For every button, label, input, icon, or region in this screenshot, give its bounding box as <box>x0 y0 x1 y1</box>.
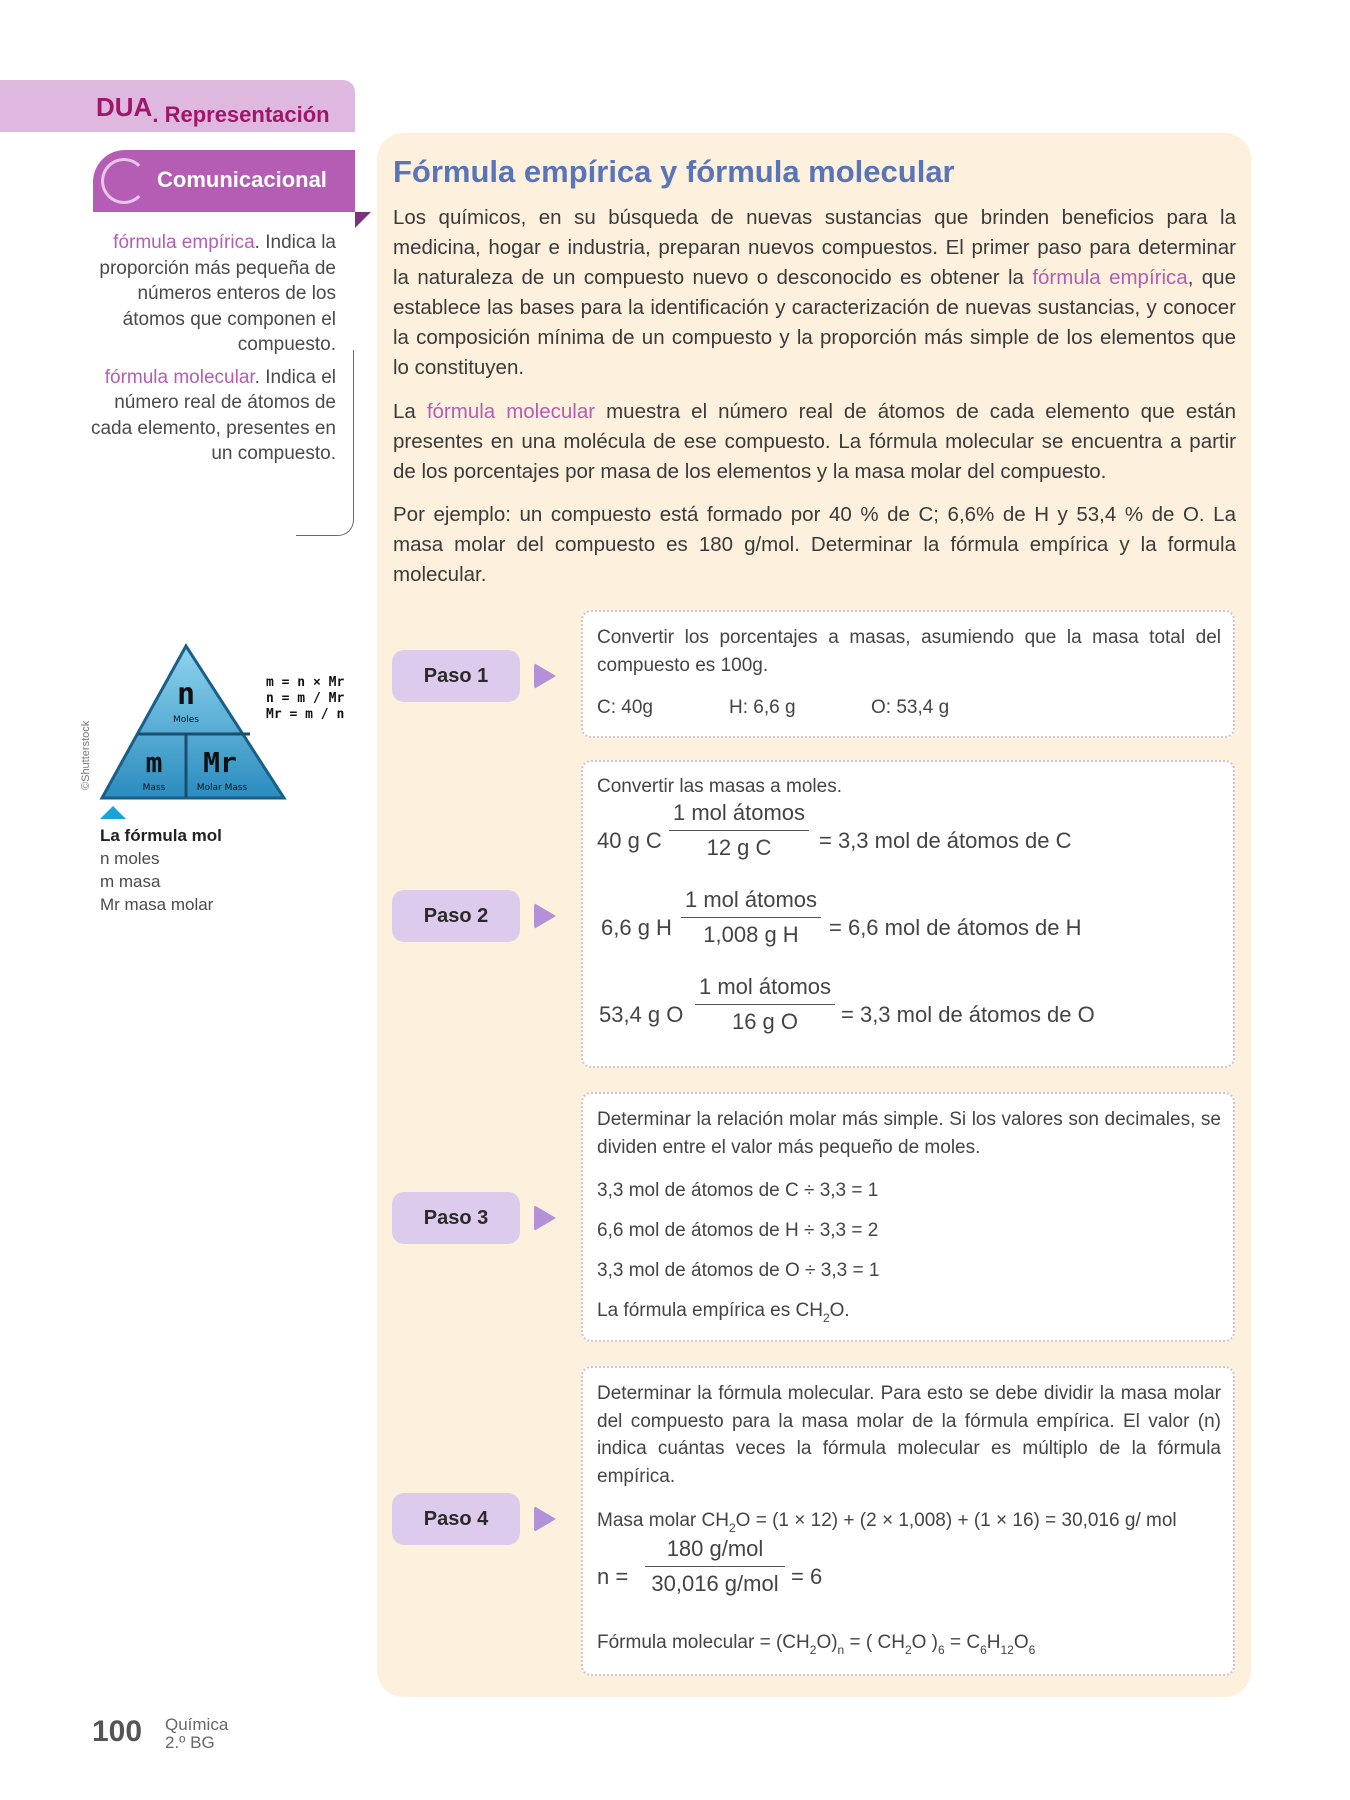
caption-line: m masa <box>100 872 161 891</box>
calc-fraction: 1 mol átomos 12 g C <box>669 800 809 861</box>
molecular-formula-line: Fórmula molecular = $(CH_2O)_n$ = ( $CH_2O$ )$_6 = C_6H_{12}O_6$ <box>597 1632 1036 1657</box>
formula-3: Mr = m / n <box>266 707 345 722</box>
calc-lhs: 6,6 g H <box>601 915 672 940</box>
step-2-label: Paso 2 <box>392 890 520 942</box>
formula-2: n = m / Mr <box>266 691 345 706</box>
caption-title: La fórmula mol <box>100 826 222 845</box>
tri-m: m <box>145 746 163 779</box>
label-fold <box>355 212 371 228</box>
n-lhs: n = <box>597 1564 629 1589</box>
step-3-line-2: 6,6 mol de átomos de H ÷ 3,3 = 2 <box>597 1220 879 1241</box>
tri-molar-mass: Molar Mass <box>196 783 248 793</box>
step-2-text: Convertir las masas a moles. <box>597 776 842 797</box>
calc-rhs: = 3,3 mol de átomos de C <box>819 828 1072 853</box>
step-1-box <box>581 610 1235 738</box>
step-3-line-3: 3,3 mol de átomos de O ÷ 3,3 = 1 <box>597 1260 880 1281</box>
step-1-c: C: 40g <box>597 697 653 718</box>
comunicacional-text: Comunicacional <box>157 167 327 192</box>
dua-tab <box>0 80 355 132</box>
paragraph-2: La fórmula molecular muestra el número real de átomos de cada elemento que están presentes en una molécula de ese compuesto. La fórmula molecular se encuentra a partir de los porcentajes por masa de los elementos y la masa molar del compuesto. <box>393 400 1236 483</box>
step-1-text: Convertir los porcentajes a masas, asumiendo que la masa total del compuesto es 100g. <box>597 627 1221 676</box>
dua-title: $DUA_{. Representación}$ <box>96 92 330 127</box>
paragraph-1: Los químicos, en su búsqueda de nuevas sustancias que brinden beneficios para la medicina, hogar e industria, preparan nuevos compuestos. El primer paso para determinar la naturaleza de un compuesto nuevo o desconocido es obtener la fórmula empírica, que establece las bases para la identificación y caracterización de nuevas sustancias, y conocer la composición mínima de un compuesto y la proporción más simple de los elementos que lo constituyen. <box>393 206 1236 379</box>
calc-rhs: = 3,3 mol de átomos de O <box>841 1002 1095 1027</box>
calc-lhs: 40 g C <box>597 828 662 853</box>
section-title: Fórmula empírica y fórmula molecular <box>393 154 955 189</box>
step-2-box <box>581 760 1235 1068</box>
figure-caption <box>100 824 222 916</box>
formula-1: m = n × Mr <box>266 675 345 690</box>
image-credit: ©Shutterstock <box>80 720 92 790</box>
step-3-text: Determinar la relación molar más simple. Si los valores son decimales, se dividen entre el valor más pequeño de moles. <box>597 1109 1221 1158</box>
calc-fraction: 1 mol átomos 16 g O <box>695 974 835 1035</box>
page-subject: Química 2.º BG <box>165 1715 229 1752</box>
step-4-box <box>581 1366 1235 1676</box>
n-rhs: = 6 <box>791 1564 823 1589</box>
calc-fraction: 1 mol átomos 1,008 g H <box>681 887 821 948</box>
glossary-entry: fórmula empírica. Indica la proporción más pequeña de números enteros de los átomos que componen el compuesto. <box>99 232 336 355</box>
calc-lhs: 53,4 g O <box>599 1002 684 1027</box>
page-number: 100 <box>92 1715 143 1748</box>
step-1-label: Paso 1 <box>392 650 520 702</box>
molar-mass-line: Masa molar $CH_2O = (1 \times 12) + (2 \times 1,008) + (1 \times 16) = 30,016$ g/ mol <box>597 1510 1177 1535</box>
caption-marker-icon <box>100 806 126 819</box>
calc-rhs: = 6,6 mol de átomos de H <box>829 915 1082 940</box>
c-letter-icon <box>101 158 147 204</box>
tri-mr: Mr <box>203 746 237 779</box>
tri-moles: Moles <box>173 715 199 725</box>
step-4-label: Paso 4 <box>392 1493 520 1545</box>
comunicacional-label <box>93 150 355 212</box>
step-3-result: La fórmula empírica es $CH_2O$. <box>597 1300 850 1325</box>
n-fraction: 180 g/mol 30,016 g/mol <box>645 1536 785 1597</box>
tri-mass: Mass <box>142 783 166 793</box>
caption-line: n moles <box>100 849 160 868</box>
paragraph-3: Por ejemplo: un compuesto está formado por 40 % de C; 6,6% de H y 53,4 % de O. La masa molar del compuesto es 180 g/mol. Determinar la fórmula empírica y la formula molecular. <box>393 503 1236 586</box>
step-1-o: O: 53,4 g <box>871 697 950 718</box>
glossary-entry: fórmula molecular. Indica el número real de átomos de cada elemento, presentes en un compuesto. <box>90 366 336 464</box>
step-3-line-1: 3,3 mol de átomos de C ÷ 3,3 = 1 <box>597 1180 879 1201</box>
step-1-h: H: 6,6 g <box>729 697 796 718</box>
caption-line: Mr masa molar <box>100 895 214 914</box>
step-4-text: Determinar la fórmula molecular. Para esto se debe dividir la masa molar del compuesto para la masa molar de la fórmula empírica. El valor (n) indica cuántas veces la fórmula molecular es múltiplo de la fórmula empírica. <box>597 1383 1221 1487</box>
step-3-label: Paso 3 <box>392 1192 520 1244</box>
step-3-box <box>581 1092 1235 1342</box>
glossary-border <box>296 350 354 536</box>
mole-triangle-figure <box>98 642 358 802</box>
tri-n: n <box>176 677 196 712</box>
mole-triangle-image <box>98 642 358 802</box>
